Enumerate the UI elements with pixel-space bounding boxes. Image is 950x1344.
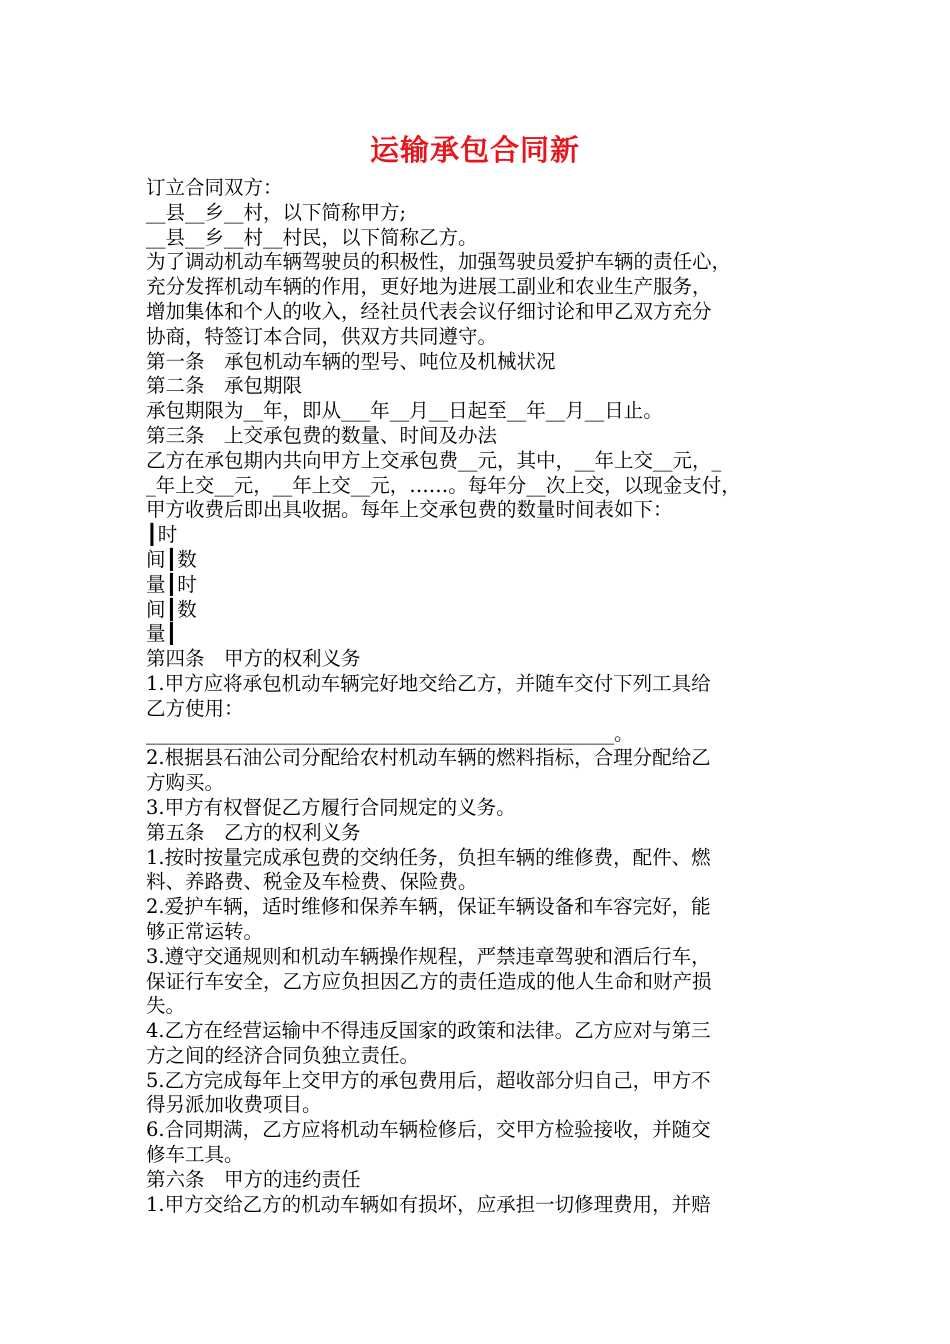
body-line: 量┃时 bbox=[146, 572, 197, 596]
body-line: 间┃数 bbox=[146, 547, 197, 571]
body-line: 乙方在承包期内共向甲方上交承包费__元，其中，__年上交__元，_ bbox=[146, 448, 722, 472]
body-line: 订立合同双方： bbox=[146, 176, 283, 199]
body-line: 3.甲方有权督促乙方履行合同规定的义务。 bbox=[146, 795, 516, 819]
document-title: 运输承包合同新 bbox=[369, 133, 580, 167]
body-line: __县__乡__村，以下简称甲方; bbox=[146, 200, 407, 224]
body-line: 失。 bbox=[146, 994, 186, 1018]
body-line: 修车工具。 bbox=[146, 1143, 244, 1167]
body-line: 5.乙方完成每年上交甲方的承包费用后，超收部分归自己，甲方不 bbox=[146, 1068, 711, 1092]
body-line: 6.合同期满，乙方应将机动车辆检修后，交甲方检验接收，并随交 bbox=[146, 1118, 711, 1142]
body-line: 间┃数 bbox=[146, 597, 197, 621]
body-line: 甲方收费后即出具收据。每年上交承包费的数量时间表如下： bbox=[146, 498, 673, 522]
body-line: 得另派加收费项目。 bbox=[146, 1093, 322, 1117]
body-line: 为了调动机动车辆驾驶员的积极性，加强驾驶员爱护车辆的责任心， bbox=[146, 250, 732, 274]
body-line: 第六条 甲方的违约责任 bbox=[146, 1167, 361, 1191]
body-line: 1.按时按量完成承包费的交纳任务，负担车辆的维修费，配件、燃 bbox=[146, 845, 711, 869]
body-line: 第三条 上交承包费的数量、时间及办法 bbox=[146, 423, 498, 447]
body-line: 3.遵守交通规则和机动车辆操作规程，严禁违章驾驶和酒后行车， bbox=[146, 944, 711, 968]
body-line: _年上交__元，__年上交__元，……。每年分__次上交，以现金支付， bbox=[146, 473, 741, 497]
body-line: 承包期限为__年，即从___年__月__日起至__年__月__日止。 bbox=[146, 399, 663, 423]
body-line: ________________________________________________。 bbox=[146, 721, 634, 745]
body-line: 方之间的经济合同负独立责任。 bbox=[146, 1043, 420, 1067]
body-line: 增加集体和个人的收入，经社员代表会议仔细讨论和甲乙双方充分 bbox=[146, 299, 712, 323]
body-line: 第二条 承包期限 bbox=[146, 374, 303, 398]
body-line: __县__乡__村__村民，以下简称乙方。 bbox=[146, 225, 478, 249]
body-line: 量┃ bbox=[146, 622, 178, 646]
body-line: 方购买。 bbox=[146, 771, 225, 795]
body-line: 协商，特签订本合同，供双方共同遵守。 bbox=[146, 324, 498, 348]
body-line: 1.甲方交给乙方的机动车辆如有损坏，应承担一切修理费用，并赔 bbox=[146, 1192, 711, 1216]
body-line: 第一条 承包机动车辆的型号、吨位及机械状况 bbox=[146, 349, 556, 373]
body-line: 料、养路费、税金及车检费、保险费。 bbox=[146, 870, 478, 894]
body-line: 2.爱护车辆，适时维修和保养车辆，保证车辆设备和车容完好，能 bbox=[146, 895, 711, 919]
body-line: ┃时 bbox=[146, 523, 178, 547]
body-line: 充分发挥机动车辆的作用，更好地为进展工副业和农业生产服务， bbox=[146, 275, 712, 299]
body-line: 4.乙方在经营运输中不得违反国家的政策和法律。乙方应对与第三 bbox=[146, 1019, 711, 1043]
body-line: 第五条 乙方的权利义务 bbox=[146, 820, 361, 844]
body-line: 保证行车安全，乙方应负担因乙方的责任造成的他人生命和财产损 bbox=[146, 969, 712, 993]
body-line: 第四条 甲方的权利义务 bbox=[146, 647, 361, 671]
body-line: 够正常运转。 bbox=[146, 919, 264, 943]
document-body bbox=[146, 176, 816, 1217]
body-line: 乙方使用： bbox=[146, 696, 244, 720]
body-line: 1.甲方应将承包机动车辆完好地交给乙方，并随车交付下列工具给 bbox=[146, 671, 711, 695]
body-line: 2.根据县石油公司分配给农村机动车辆的燃料指标，合理分配给乙 bbox=[146, 746, 711, 770]
